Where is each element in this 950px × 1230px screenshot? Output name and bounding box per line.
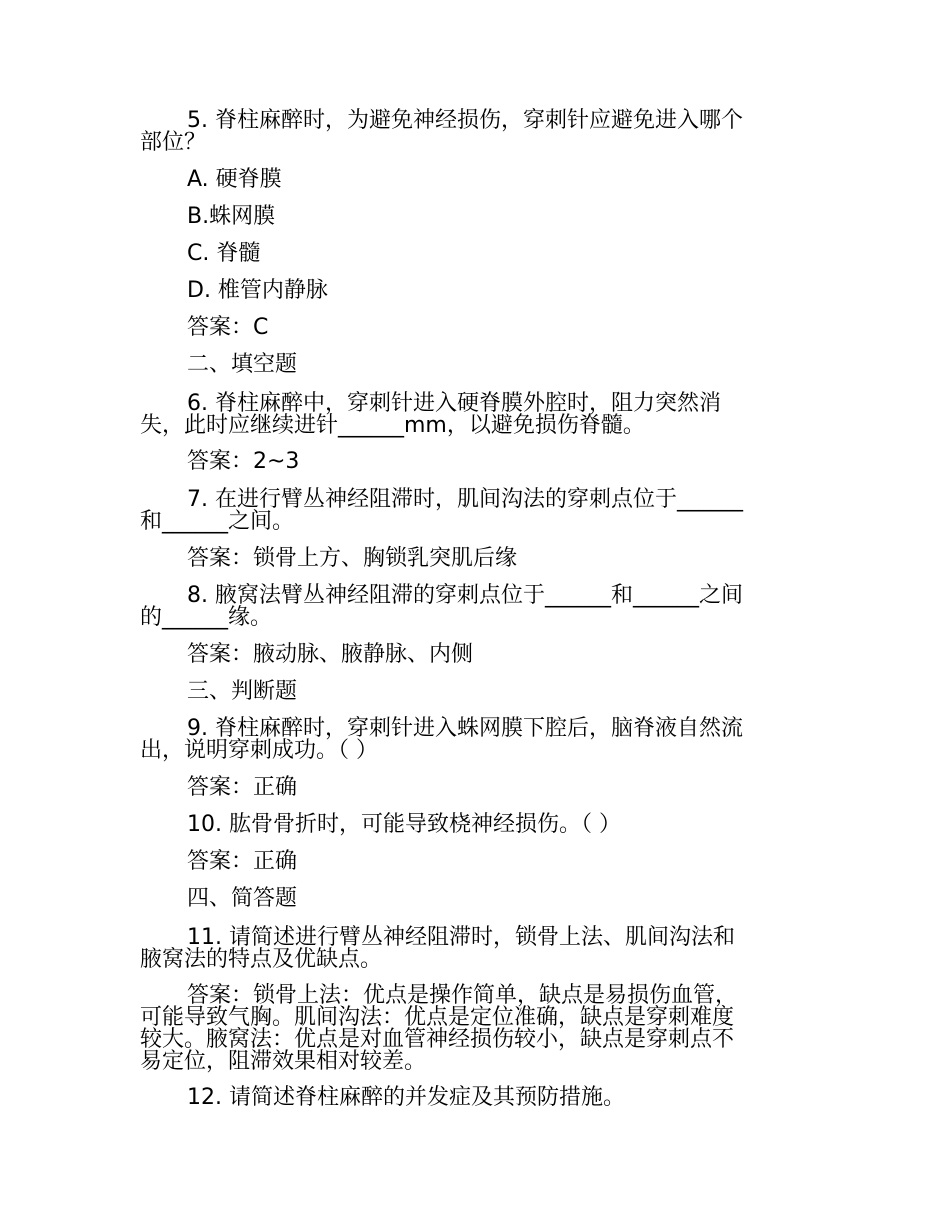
text-line: 5. 脊柱麻醉时，为避免神经损伤，穿刺针应避免进入哪个 <box>187 108 743 133</box>
question-11 <box>140 927 815 971</box>
text-line: 答案：锁骨上法：优点是操作简单，缺点是易损伤血管， <box>187 983 738 1008</box>
answer-5 <box>140 317 815 339</box>
question-10 <box>140 814 815 836</box>
option-d <box>140 280 815 302</box>
text-line: 腋窝法的特点及优缺点。 <box>140 947 383 972</box>
text-line: 9. 脊柱麻醉时，穿刺针进入蛛网膜下腔后，脑脊液自然流 <box>187 716 743 741</box>
text-line: 10. 肱骨骨折时，可能导致桡神经损伤。（ ） <box>187 812 621 837</box>
answer-11 <box>140 985 815 1073</box>
question-5 <box>140 110 815 154</box>
text-line: 的______缘。 <box>140 605 273 630</box>
answer-10 <box>140 851 815 873</box>
text-line: 答案：正确 <box>187 775 298 800</box>
question-6 <box>140 393 815 437</box>
option-a <box>140 169 815 191</box>
text-line: 出，说明穿刺成功。（ ） <box>140 738 378 763</box>
text-line: 答案：2~3 <box>187 449 300 474</box>
section-heading-short-answer <box>140 888 815 910</box>
text-line: 易定位，阻滞效果相对较差。 <box>140 1049 427 1074</box>
answer-6 <box>140 451 815 473</box>
text-line: 11. 请简述进行臂丛神经阻滞时，锁骨上法、肌间沟法和 <box>187 925 735 950</box>
text-line: 8. 腋窝法臂丛神经阻滞的穿刺点位于______和______之间 <box>187 583 743 608</box>
text-line: D. 椎管内静脉 <box>187 278 328 303</box>
text-line: 二、填空题 <box>187 352 298 377</box>
text-line: 答案：腋动脉、腋静脉、内侧 <box>187 642 474 667</box>
text-line: 较大。腋窝法：优点是对血管神经损伤较小，缺点是穿刺点不 <box>140 1027 735 1052</box>
text-line: B.蛛网膜 <box>187 204 276 229</box>
text-line: 四、简答题 <box>187 886 298 911</box>
text-line: 三、判断题 <box>187 679 298 704</box>
text-line: 答案：C <box>187 315 269 340</box>
text-line: 部位？ <box>140 130 207 155</box>
text-line: 12. 请简述脊柱麻醉的并发症及其预防措施。 <box>187 1085 625 1110</box>
question-7 <box>140 489 815 533</box>
text-line: C. 脊髓 <box>187 241 261 266</box>
question-9 <box>140 718 815 762</box>
section-heading-fill-in <box>140 354 815 376</box>
text-line: 6. 脊柱麻醉中，穿刺针进入硬脊膜外腔时，阻力突然消 <box>187 391 721 416</box>
option-b <box>140 206 815 228</box>
text-line: 7. 在进行臂丛神经阻滞时，肌间沟法的穿刺点位于______ <box>187 487 743 512</box>
section-heading-true-false <box>140 681 815 703</box>
question-12 <box>140 1087 815 1109</box>
text-line: 失，此时应继续进针______mm，以避免损伤脊髓。 <box>140 413 645 438</box>
text-line: 和______之间。 <box>140 509 295 534</box>
text-line: 答案：正确 <box>187 849 298 874</box>
option-c <box>140 243 815 265</box>
answer-8 <box>140 644 815 666</box>
text-line: 答案：锁骨上方、胸锁乳突肌后缘 <box>187 546 518 571</box>
question-8 <box>140 585 815 629</box>
text-line: A. 硬脊膜 <box>187 167 282 192</box>
answer-9 <box>140 777 815 799</box>
text-line: 可能导致气胸。肌间沟法：优点是定位准确，缺点是穿刺难度 <box>140 1005 735 1030</box>
answer-7 <box>140 548 815 570</box>
